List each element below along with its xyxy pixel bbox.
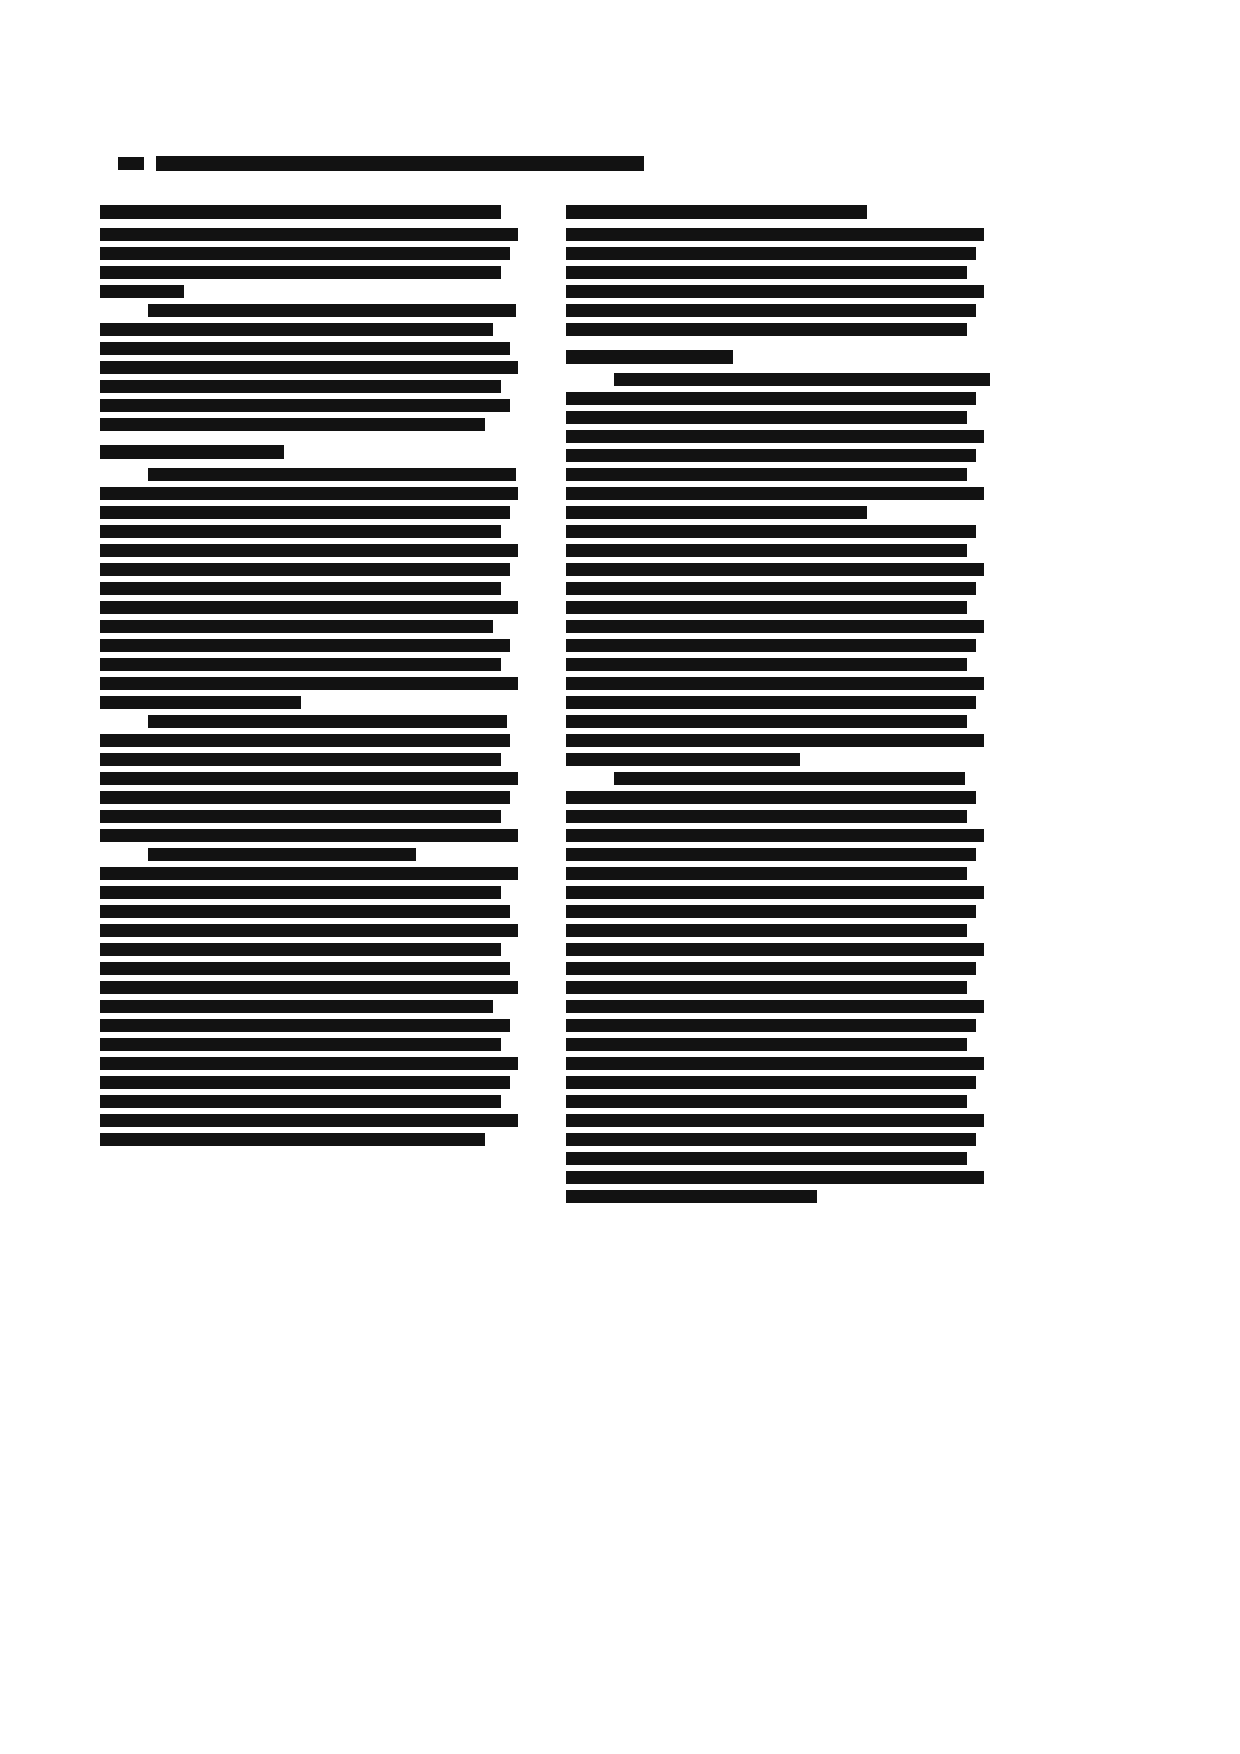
running-head-title [156, 156, 644, 171]
text-line [566, 544, 967, 557]
text-line [100, 285, 184, 298]
text-line [100, 506, 510, 519]
text-line [100, 1133, 485, 1146]
text-line [566, 734, 984, 747]
text-line [566, 1152, 967, 1165]
right-column [566, 205, 984, 1209]
text-line [566, 1019, 976, 1032]
text-line [100, 905, 510, 918]
text-line [566, 266, 967, 279]
text-line [566, 487, 984, 500]
text-line [100, 380, 501, 393]
paragraph [566, 601, 984, 766]
text-line [100, 1038, 501, 1051]
text-line [566, 449, 976, 462]
text-line [100, 1076, 510, 1089]
text-line [566, 715, 967, 728]
text-line [100, 582, 501, 595]
text-line [566, 829, 984, 842]
text-line [100, 696, 301, 709]
text-line [100, 810, 501, 823]
text-line [566, 924, 967, 937]
text-line [148, 468, 516, 481]
text-line [100, 1114, 518, 1127]
text-line [100, 544, 518, 557]
text-line [566, 228, 984, 241]
heading-line [566, 350, 733, 364]
paragraph [566, 772, 984, 1203]
text-line [566, 468, 967, 481]
text-line [100, 1095, 501, 1108]
section-heading [566, 350, 984, 364]
text-line [100, 418, 485, 431]
text-line [566, 886, 984, 899]
heading-line [100, 445, 284, 459]
text-line [100, 361, 518, 374]
text-line [566, 1076, 976, 1089]
text-line [100, 620, 493, 633]
section-heading [566, 205, 984, 219]
text-line [100, 791, 510, 804]
text-line [100, 734, 510, 747]
text-line [100, 601, 518, 614]
text-line [566, 411, 967, 424]
paragraph [566, 228, 984, 336]
text-line [566, 696, 976, 709]
heading-line [100, 205, 501, 219]
text-line [566, 563, 984, 576]
text-line [566, 1057, 984, 1070]
paragraph [100, 867, 518, 1146]
text-line [148, 715, 507, 728]
text-line [566, 639, 976, 652]
text-line [566, 582, 976, 595]
text-line [566, 867, 967, 880]
text-line [614, 772, 965, 785]
text-line [100, 677, 518, 690]
text-line [566, 247, 976, 260]
text-line [566, 943, 984, 956]
text-line [100, 563, 510, 576]
text-line [100, 1057, 518, 1070]
text-line [566, 506, 867, 519]
paragraph [100, 304, 518, 431]
text-line [566, 1133, 976, 1146]
text-line [100, 962, 510, 975]
text-line [100, 772, 518, 785]
text-line [566, 791, 976, 804]
text-line [566, 962, 976, 975]
text-line [100, 399, 510, 412]
text-line [100, 924, 518, 937]
text-line [566, 658, 967, 671]
text-line [100, 753, 501, 766]
paragraph [100, 715, 518, 861]
text-line [100, 342, 510, 355]
text-line [100, 247, 510, 260]
text-line [566, 677, 984, 690]
text-line [100, 487, 518, 500]
text-line [566, 1190, 817, 1203]
text-line [100, 829, 518, 842]
text-line [100, 886, 501, 899]
text-line [566, 981, 967, 994]
text-line [100, 867, 518, 880]
text-line [100, 266, 501, 279]
text-line [614, 373, 990, 386]
text-line [566, 392, 976, 405]
text-line [100, 228, 518, 241]
text-line [100, 639, 510, 652]
text-line [566, 304, 976, 317]
body-columns [100, 205, 1100, 1420]
paragraph [100, 228, 518, 298]
text-line [566, 601, 967, 614]
text-line [566, 1114, 984, 1127]
text-line [100, 1019, 510, 1032]
text-line [100, 1000, 493, 1013]
text-line [148, 848, 416, 861]
text-line [100, 943, 501, 956]
text-line [100, 658, 501, 671]
paragraph [566, 373, 984, 595]
text-line [566, 905, 976, 918]
text-line [566, 1000, 984, 1013]
text-line [566, 285, 984, 298]
text-line [148, 304, 516, 317]
text-line [100, 323, 493, 336]
text-line [566, 430, 984, 443]
text-line [566, 323, 967, 336]
text-line [566, 1095, 967, 1108]
running-head [118, 152, 1078, 174]
section-heading [100, 205, 518, 219]
section-heading [100, 445, 518, 459]
page-folio [118, 157, 144, 170]
text-line [566, 753, 800, 766]
text-line [566, 810, 967, 823]
text-line [100, 525, 501, 538]
text-line [566, 1038, 967, 1051]
paragraph [100, 468, 518, 709]
text-line [566, 848, 976, 861]
text-line [100, 981, 518, 994]
text-line [566, 525, 976, 538]
text-line [566, 1171, 984, 1184]
heading-line [566, 205, 867, 219]
text-line [566, 620, 984, 633]
left-column [100, 205, 518, 1152]
